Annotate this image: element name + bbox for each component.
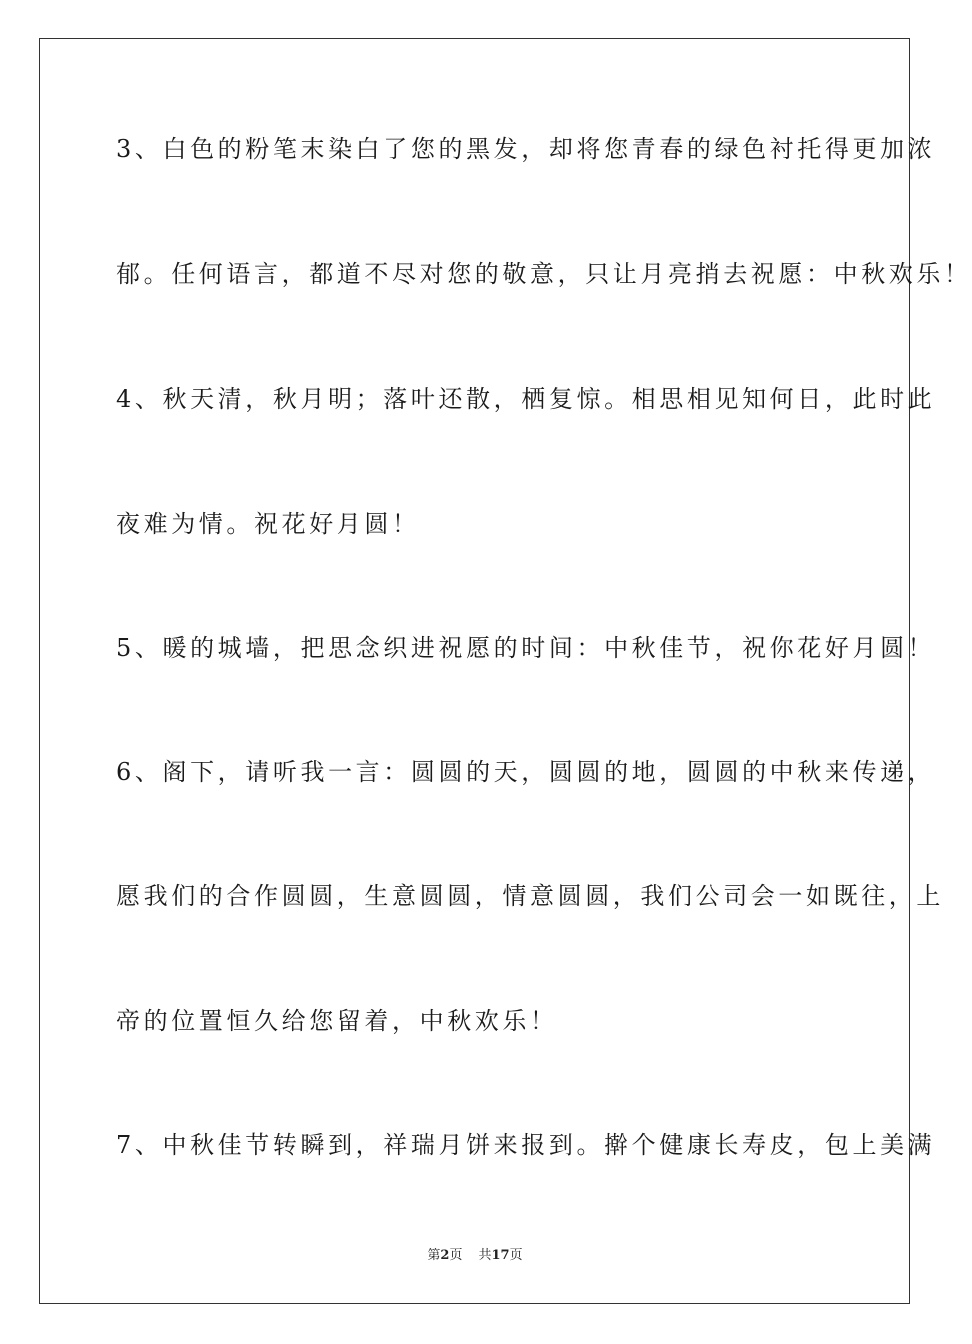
total-page-count: 17 — [491, 1248, 510, 1263]
page-prefix: 第 — [427, 1248, 441, 1263]
text-line-1: 3、白色的粉笔末染白了您的黑发，却将您青春的绿色衬托得更加浓 — [116, 135, 936, 163]
text-line-7: 愿我们的合作圆圆，生意圆圆，情意圆圆，我们公司会一如既往，上 — [116, 882, 944, 910]
total-prefix: 共 — [478, 1248, 492, 1263]
text-line-4: 夜难为情。祝花好月圆！ — [116, 510, 420, 538]
total-suffix: 页 — [509, 1248, 523, 1263]
page-suffix: 页 — [449, 1248, 463, 1263]
text-line-8: 帝的位置恒久给您留着，中秋欢乐！ — [116, 1007, 558, 1035]
page-border — [39, 38, 972, 1304]
page-footer — [0, 1247, 950, 1265]
text-line-3: 4、秋天清，秋月明；落叶还散，栖复惊。相思相见知何日，此时此 — [116, 385, 936, 413]
text-line-5: 5、暖的城墙，把思念织进祝愿的时间：中秋佳节，祝你花好月圆！ — [116, 634, 936, 662]
text-line-9: 7、中秋佳节转瞬到，祥瑞月饼来报到。擀个健康长寿皮，包上美满 — [116, 1131, 936, 1159]
text-line-2: 郁。任何语言，都道不尽对您的敬意，只让月亮捎去祝愿：中秋欢乐！ — [116, 260, 972, 288]
text-line-6: 6、阁下，请听我一言：圆圆的天，圆圆的地，圆圆的中秋来传递， — [116, 758, 936, 786]
current-page-number: 2 — [440, 1248, 450, 1263]
